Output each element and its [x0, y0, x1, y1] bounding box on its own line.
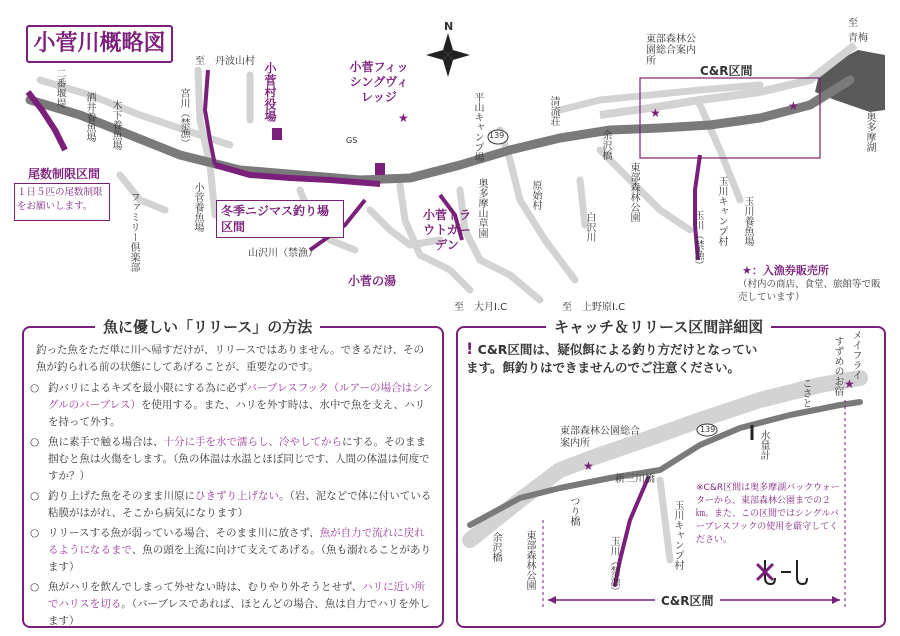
- release-item-text: 。（バーブレスであれば、ほとんどの場合、魚は自力でハリを外します）: [48, 598, 430, 627]
- detail-warning-text: C&R区間は、疑似餌による釣り方だけとなっています。餌釣りはできませんのでご注意ください。: [466, 342, 758, 375]
- barbless-hook-icon: [757, 560, 807, 584]
- bullet-icon: ○: [30, 490, 40, 502]
- kosuge-yu-label: 小菅の湯: [348, 274, 397, 288]
- release-item-text: にする。そのまま掴むと魚は火傷をします。（魚の体温は水温とほぼ同じです、人間の体温は何度ですか？）: [48, 436, 430, 482]
- bullet-icon: ○: [30, 581, 40, 593]
- detail-shinmitagawa-label: 新三川橋: [615, 474, 655, 485]
- release-item-highlight: ハリに近い所でハリスを切る: [48, 581, 426, 610]
- detail-tamagawa-label: 玉川（禁漁）: [608, 536, 619, 596]
- detail-side-road: [660, 480, 670, 560]
- trout-garden-label: 小菅トラウトガーデン: [422, 208, 471, 252]
- release-item-highlight: 魚が自力で流れに戻れるようになるまで: [48, 527, 425, 556]
- okutama-lake-label: 奥多摩湖: [864, 112, 875, 152]
- legend-note: （村内の商店、食堂、旅館等で販売しています）: [738, 279, 881, 303]
- catch-limit-label: 尾数制限区間: [28, 167, 101, 181]
- svg-text:★: ★: [788, 99, 799, 113]
- bullet-icon: ○: [30, 382, 40, 394]
- release-item-text: 魚がハリを飲んでしまって外せない時は、むりやり外そうとせず、: [48, 581, 363, 593]
- village-office-label: 小菅村役場: [263, 62, 277, 122]
- release-item-text: 魚に素手で触る場合は、: [48, 436, 164, 448]
- detail-note: ※C&R区間は奥多摩湖バックウォーターから、東部森林公園までの２㎞。また、この区間ではシングルバーブレスフックの使用を厳守してください。: [696, 483, 840, 545]
- map-title: 小菅川概略図: [26, 25, 173, 63]
- legend-star: ★：入漁券販売所: [742, 264, 829, 277]
- cr-section-label: C&R区間: [700, 64, 753, 78]
- detail-tobu-label: 東部森林公園: [524, 530, 535, 590]
- detail-mayfly-label: メイフライ: [850, 330, 861, 380]
- detail-route-label: 139: [700, 425, 716, 434]
- release-intro: 釣った魚をただ単に川へ帰すだけが、リリースではありません。できるだけ、その魚が釣られる前の状態にしてあげることが、重要なのです。: [36, 344, 425, 373]
- tamagawa-yogyo-label: 玉川養魚場: [742, 196, 753, 246]
- detail-star: ★: [844, 377, 855, 391]
- detail-title: キャッチ＆リリース区間詳細図: [546, 316, 771, 337]
- tamagawa-camp-label: 玉川キャンプ村: [716, 176, 727, 246]
- family-label: ファミリー倶楽部: [128, 192, 139, 272]
- tobu-koen-label: 東部森林公園: [628, 162, 639, 222]
- detail-tamagawa-camp-label: 玉川キャンプ村: [672, 500, 683, 570]
- bullet-icon: ○: [30, 436, 40, 448]
- release-item-highlight: 十分に手を水で濡らし、冷やしてから: [163, 436, 342, 448]
- yamazawa-label: 山沢川（禁漁）: [248, 248, 318, 259]
- to-uenohara-label: 至 上野原I.C: [562, 302, 626, 313]
- release-title: 魚に優しい「リリース」の方法: [95, 316, 320, 337]
- nibanzeki-label: 二番堰堤: [54, 68, 65, 108]
- fishing-village-label: 小菅フィッシングヴィレッジ: [349, 60, 409, 104]
- route-139-label: 139: [489, 131, 505, 140]
- to-tanbayama-label: 至 丹波山村: [195, 56, 255, 67]
- hirayama-label: 平山キャンプ場: [472, 92, 483, 162]
- yosawa-label: 余沢橋: [600, 130, 611, 160]
- catch-limit-note-text: １日５匹の尾数制限をお願いします。: [17, 187, 103, 212]
- gs-label: GS: [346, 136, 358, 145]
- miyagawa-label: 宮川（禁漁）: [178, 88, 189, 148]
- bullet-icon: ○: [30, 527, 40, 539]
- detail-annai-label: 東部森林公園総合案内所: [560, 426, 640, 449]
- winter-section-text: 冬季ニジマス釣り場区間: [221, 204, 330, 234]
- release-item-text: 、魚の頭を上流に向けて支えてあげる。（魚も溺れることがあります）: [48, 544, 432, 573]
- seiryuso-label: 清流荘: [548, 96, 559, 126]
- warning-icon: !: [466, 339, 474, 358]
- release-item-text: 。（岩、泥などで体に付いている粘膜がはがれ、そこから病気になります）: [48, 490, 432, 519]
- detail-star: ★: [583, 459, 594, 473]
- svg-text:★: ★: [650, 106, 661, 120]
- okutama-grass-label: 奥多摩山草園: [476, 178, 487, 238]
- detail-kosato-label: こさと: [800, 378, 811, 408]
- compass-n-label: N: [444, 20, 454, 33]
- detail-yosawa-label: 余沢橋: [490, 532, 501, 562]
- detail-suzume-label: すずめのお宿: [832, 336, 843, 396]
- tobu-annai-label: 東部森林公園総合案内所: [646, 34, 696, 67]
- to-aomi-label: 至 青梅: [848, 18, 868, 44]
- release-item-text: 釣バリによるキズを最小限にする為に必ず: [48, 382, 247, 394]
- release-item-text: を使用する。また、ハリを外す時は、水中で魚を支え、ハリを持って外す。: [48, 399, 426, 428]
- svg-text:★: ★: [398, 111, 409, 125]
- sakai-label: 酒井養魚場: [84, 92, 95, 142]
- release-item-highlight: ひきずり上げない: [195, 490, 279, 502]
- detail-tsuribashi-label: つり橋: [568, 496, 579, 526]
- tamagawa-label: 玉川（禁漁）: [692, 210, 703, 270]
- detail-suiryo-label: 水量計: [758, 430, 769, 460]
- kosuge-yogyo-label: 小菅養魚場: [192, 182, 203, 232]
- shirasawa-label: 白沢川: [584, 212, 595, 242]
- release-item-text: 釣り上げた魚をそのまま川原に: [48, 490, 195, 502]
- harashi-label: 原始村: [530, 180, 541, 210]
- release-item-text: リリースする魚が弱っている場合、そのまま川に放さず、: [48, 527, 320, 539]
- detail-warning: [466, 340, 766, 377]
- detail-cr-label: C&R区間: [655, 592, 720, 609]
- kino-label: 木下養魚場: [110, 100, 121, 150]
- to-otsuki-label: 至 大月I.C: [454, 302, 508, 313]
- release-item-highlight: バーブレスフック（ルアーの場合はシングルのバーブレス）: [48, 382, 433, 411]
